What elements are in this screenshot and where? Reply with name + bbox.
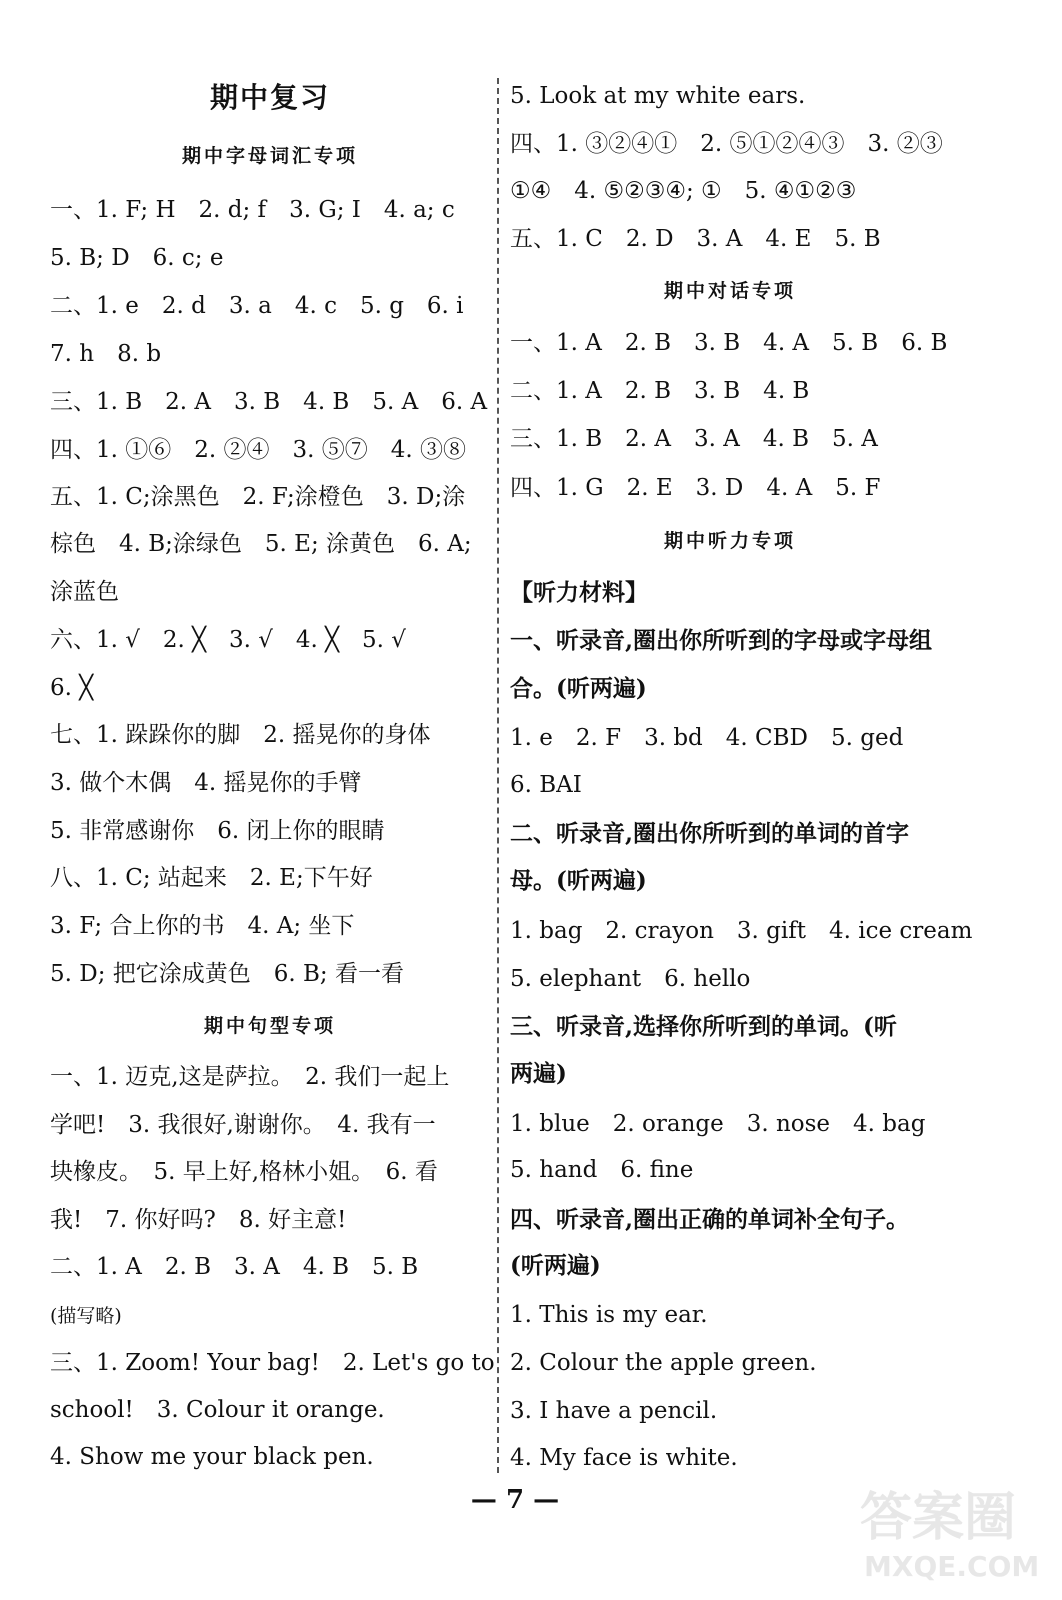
answer-line: 块橡皮。 5. 早上好,格林小姐。 6. 看 xyxy=(50,1159,438,1185)
answer-line: 1. e 2. F 3. bd 4. CBD 5. ged xyxy=(510,725,904,751)
page-title: 期中复习 xyxy=(209,81,330,114)
page-number: — 7 — xyxy=(470,1485,560,1515)
question-prompt: 母。(听两遍) xyxy=(510,867,647,894)
answer-line: 一、1. 迈克,这是萨拉。 2. 我们一起上 xyxy=(50,1064,450,1090)
answer-line: 4. Show me your black pen. xyxy=(50,1444,374,1470)
answer-line: 二、1. e 2. d 3. a 4. c 5. g 6. i xyxy=(50,293,464,319)
answer-line: 涂蓝色 xyxy=(50,579,119,605)
answer-line: 一、1. F; H 2. d; f 3. G; I 4. a; c xyxy=(50,197,455,223)
answer-line: 3. 做个木偶 4. 摇晃你的手臂 xyxy=(50,770,362,796)
answer-line: 4. My face is white. xyxy=(510,1445,738,1471)
answer-line: 5. 非常感谢你 6. 闭上你的眼睛 xyxy=(50,818,385,844)
answer-line: 三、1. Zoom! Your bag! 2. Let's go to xyxy=(50,1350,495,1376)
answer-line: 6. ╳ xyxy=(50,675,94,701)
question-prompt: 二、听录音,圈出你所听到的单词的首字 xyxy=(510,820,910,847)
answer-line: 三、1. B 2. A 3. A 4. B 5. A xyxy=(510,426,878,452)
answer-line: 2. Colour the apple green. xyxy=(510,1350,817,1376)
question-prompt: 两遍) xyxy=(510,1060,567,1087)
answer-line: 棕色 4. B;涂绿色 5. E; 涂黄色 6. A; xyxy=(50,531,472,557)
section-heading-dialogue: 期中对话专项 xyxy=(663,280,796,302)
answer-line: 七、1. 跺跺你的脚 2. 摇晃你的身体 xyxy=(50,722,431,748)
answer-line: 二、1. A 2. B 3. B 4. B xyxy=(510,378,810,404)
answer-line: 3. I have a pencil. xyxy=(510,1398,718,1424)
answer-line: 1. blue 2. orange 3. nose 4. bag xyxy=(510,1111,926,1137)
answer-line: 1. This is my ear. xyxy=(510,1302,708,1328)
answer-line: 5. D; 把它涂成黄色 6. B; 看一看 xyxy=(50,961,404,987)
question-prompt: 一、听录音,圈出你所听到的字母或字母组 xyxy=(510,627,933,654)
answer-line: 一、1. A 2. B 3. B 4. A 5. B 6. B xyxy=(510,330,948,356)
answer-line: 五、1. C 2. D 3. A 4. E 5. B xyxy=(510,226,881,252)
question-prompt: 合。(听两遍) xyxy=(510,675,647,702)
section-heading-letters-vocab: 期中字母词汇专项 xyxy=(181,145,358,167)
answer-line: 5. elephant 6. hello xyxy=(510,966,751,992)
answer-line: 五、1. C;涂黑色 2. F;涂橙色 3. D;涂 xyxy=(50,484,466,510)
answer-line: 7. h 8. b xyxy=(50,341,162,367)
answer-line: 我! 7. 你好吗? 8. 好主意! xyxy=(50,1207,347,1233)
answer-line: school! 3. Colour it orange. xyxy=(50,1397,385,1423)
watermark-logo xyxy=(860,1488,1050,1588)
answer-line: 1. bag 2. crayon 3. gift 4. ice cream xyxy=(510,918,973,944)
section-heading-listening: 期中听力专项 xyxy=(663,530,796,552)
answer-line: 三、1. B 2. A 3. B 4. B 5. A 6. A xyxy=(50,389,488,415)
answer-line: 3. F; 合上你的书 4. A; 坐下 xyxy=(50,913,355,939)
watermark-text: 答案圈 xyxy=(860,1488,1017,1548)
listening-materials-label: 【听力材料】 xyxy=(510,579,648,606)
answer-line: 6. BAI xyxy=(510,772,582,798)
answer-line: 二、1. A 2. B 3. A 4. B 5. B xyxy=(50,1254,419,1280)
answer-line: 八、1. C; 站起来 2. E;下午好 xyxy=(50,865,373,891)
section-heading-sentence-patterns: 期中句型专项 xyxy=(203,1015,336,1037)
watermark-url: MXQE.COM xyxy=(864,1550,1040,1583)
column-divider xyxy=(497,78,499,1473)
answer-line: 学吧! 3. 我很好,谢谢你。 4. 我有一 xyxy=(50,1112,436,1138)
answer-line: 5. Look at my white ears. xyxy=(510,83,806,109)
answer-line: ①④ 4. ⑤②③④; ① 5. ④①②③ xyxy=(510,178,857,204)
answer-line: 5. B; D 6. c; e xyxy=(50,245,224,271)
answer-line: 四、1. ①⑥ 2. ②④ 3. ⑤⑦ 4. ③⑧ xyxy=(50,437,467,463)
answer-line: 四、1. G 2. E 3. D 4. A 5. F xyxy=(510,475,881,501)
answer-line: 5. hand 6. fine xyxy=(510,1157,694,1183)
answer-note: (描写略) xyxy=(50,1305,122,1327)
answer-line: 四、1. ③②④① 2. ⑤①②④③ 3. ②③ xyxy=(510,131,943,157)
question-prompt: 四、听录音,圈出正确的单词补全句子。 xyxy=(510,1206,910,1233)
question-prompt: (听两遍) xyxy=(510,1252,601,1279)
question-prompt: 三、听录音,选择你所听到的单词。(听 xyxy=(510,1013,897,1040)
answer-line: 六、1. √ 2. ╳ 3. √ 4. ╳ 5. √ xyxy=(50,627,406,653)
